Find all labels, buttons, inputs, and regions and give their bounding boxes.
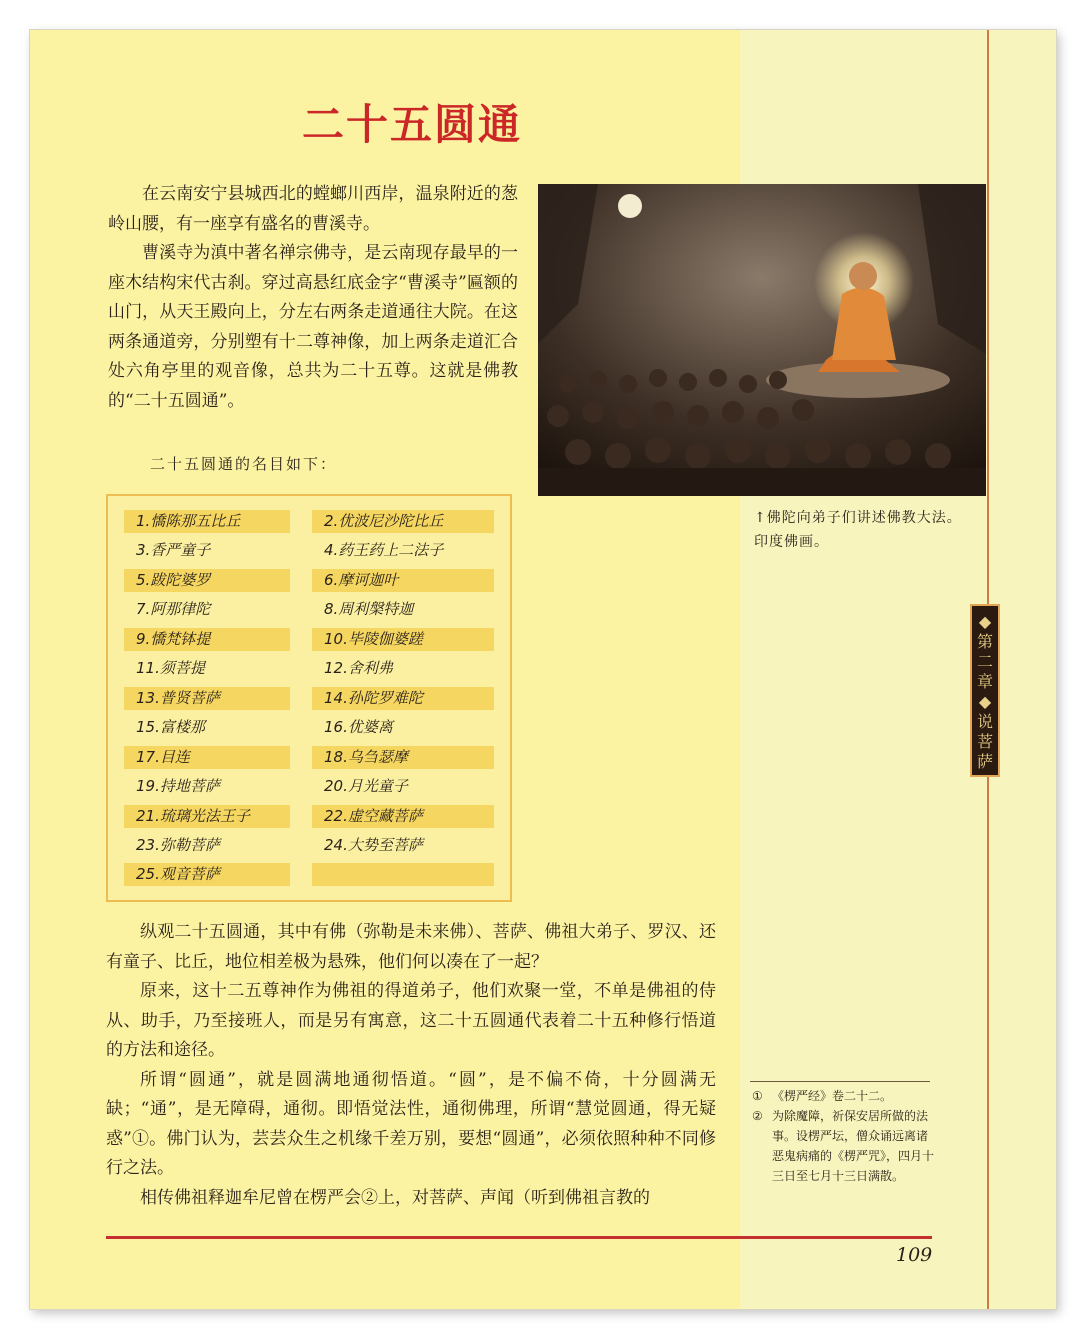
body-paragraph: 原来，这十二五尊神作为佛祖的得道弟子，他们欢聚一堂，不单是佛祖的侍从、助手，乃至接班人，而是另有寓意，这二十五圆通代表着二十五种修行悟道的方法和途径。: [106, 981, 716, 1060]
chapter-tab: [970, 604, 1000, 777]
list-item: 21.琉璃光法王子: [124, 805, 290, 828]
list-item: 7.阿那律陀: [136, 600, 211, 618]
list-item: 22.虚空藏菩萨: [312, 805, 494, 828]
diamond-icon: ◆: [978, 612, 992, 631]
chapter-tab-char: 萨: [976, 752, 993, 771]
bottom-rule: [106, 1236, 932, 1239]
footnote-mark: ②: [752, 1109, 763, 1123]
page-number: 109: [896, 1244, 933, 1266]
list-item-empty: [312, 863, 494, 886]
list-item: 10.毕陵伽婆蹉: [312, 628, 494, 651]
list-item: 13.普贤菩萨: [124, 687, 290, 710]
chapter-tab-char: 说: [976, 712, 993, 731]
list-item: 12.舍利弗: [324, 659, 393, 677]
list-item: 23.弥勒菩萨: [136, 836, 220, 854]
body-paragraph: 纵观二十五圆通，其中有佛（弥勒是未来佛）、菩萨、佛祖大弟子、罗汉、还有童子、比丘，地位相差极为悬殊，他们何以凑在了一起？: [106, 922, 716, 972]
list-item: 18.乌刍瑟摩: [312, 746, 494, 769]
book-page: [30, 30, 1056, 1309]
list-item: 16.优婆离: [324, 718, 393, 736]
list-item: 24.大势至菩萨: [324, 836, 423, 854]
buddha-painting-illustration: [538, 184, 986, 496]
chapter-tab-char: 章: [976, 672, 993, 691]
list-item: 1.憍陈那五比丘: [124, 510, 290, 533]
list-item: 11.须菩提: [136, 659, 205, 677]
list-item: 15.富楼那: [136, 718, 205, 736]
intro-paragraph: 曹溪寺为滇中著名禅宗佛寺，是云南现存最早的一座木结构宋代古刹。穿过高悬红底金字“曹溪寺”匾额的山门，从天王殿向上，分左右两条走道通往大院。在这两条通道旁，分别塑有十二尊神像，加上两条走道汇合处六角亭里的观音像，总共为二十五尊。这就是佛教的“二十五圆通”。: [108, 243, 518, 411]
buddha-painting: [538, 184, 986, 496]
list-item: 20.月光童子: [324, 777, 408, 795]
list-item: 8.周利槃特迦: [324, 600, 414, 618]
list-item: 4.药王药上二法子: [324, 541, 444, 559]
page-title: 二十五圆通: [302, 100, 523, 149]
chapter-tab-char: 二: [976, 652, 993, 671]
body-text: [106, 918, 716, 1213]
list-item: 5.跋陀婆罗: [124, 569, 290, 592]
list-item: 2.优波尼沙陀比丘: [312, 510, 494, 533]
list-item: 14.孙陀罗难陀: [312, 687, 494, 710]
body-paragraph: 所谓“圆通”，就是圆满地通彻悟道。“圆”，是不偏不倚，十分圆满无缺；“通”，是无障碍，通彻。即悟觉法性，通彻佛理，所谓“慧觉圆通，得无疑惑”①。佛门认为，芸芸众生之机缘千差万别，要想“圆通”，必须依照种种不同修行之法。: [106, 1069, 716, 1178]
list-item: 3.香严童子: [136, 541, 211, 559]
footnote: [752, 1106, 938, 1186]
list-item: 25.观音菩萨: [124, 863, 290, 886]
footnote-rule: [750, 1081, 930, 1082]
list-item: 19.持地菩萨: [136, 777, 220, 795]
body-paragraph: 相传佛祖释迦牟尼曾在楞严会②上，对菩萨、声闻（听到佛祖言教的: [140, 1187, 650, 1208]
intro-text: [108, 180, 518, 416]
intro-paragraph: 在云南安宁县城西北的螳螂川西岸，温泉附近的葱岭山腰，有一座享有盛名的曹溪寺。: [108, 184, 518, 234]
footnote: [752, 1086, 938, 1106]
footnote-text: 《楞严经》卷二十二。: [772, 1089, 893, 1103]
chapter-tab-char: 菩: [976, 732, 993, 751]
diamond-icon: ◆: [978, 692, 992, 711]
footnotes: [752, 1086, 938, 1186]
list-item: 17.目连: [124, 746, 290, 769]
list-lead: 二十五圆通的名目如下：: [150, 455, 338, 473]
image-caption: ↑佛陀向弟子们讲述佛教大法。印度佛画。: [754, 510, 962, 550]
footnote-mark: ①: [752, 1089, 763, 1103]
list-item: 6.摩诃迦叶: [312, 569, 494, 592]
list-item: 9.憍梵钵提: [124, 628, 290, 651]
footnote-text: 为除魔障，祈保安居所做的法事。设楞严坛，僧众诵远离诸恶鬼病痛的《楞严咒》，四月十三日至七月十三日满散。: [772, 1109, 935, 1183]
chapter-tab-char: 第: [976, 632, 993, 651]
names-list-box: [106, 494, 512, 902]
